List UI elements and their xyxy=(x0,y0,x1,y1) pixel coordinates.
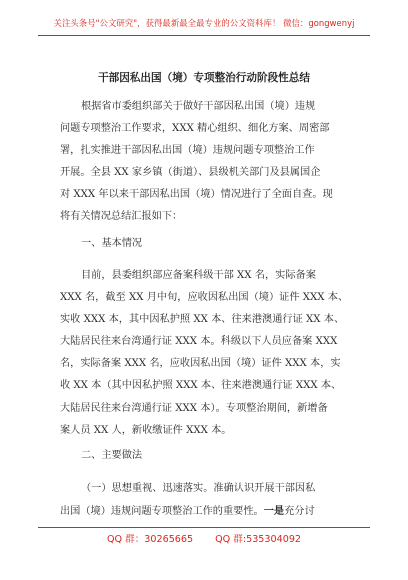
paragraph-basic-info xyxy=(60,265,352,442)
section-heading: 一、基本情况 xyxy=(81,238,143,249)
text-span: 出国（境）违规问题专项整治工作的重要性。 xyxy=(60,506,264,518)
text-line: 名，实际备案 XXX 名，应收因私出国（境）证件 XXX 本，实 xyxy=(60,358,341,370)
text-line xyxy=(60,500,352,522)
text-line: 实收 XXX 本，其中因私护照 XX 本、往来港澳通行证 XX 本、 xyxy=(60,314,345,326)
section-heading-basic xyxy=(60,233,352,255)
text-line: （一）思想重视、迅速落实。准确认识开展干部因私 xyxy=(81,483,316,494)
text-line: 对 XXX 年以来干部因私出国（境）情况进行了全面自查。现 xyxy=(60,189,333,201)
header-banner: 关注头条号"公文研究"，获得最新最全最专业的公文资料库！ 微信：gongwenyj xyxy=(53,18,355,28)
text-span: 充分讨 xyxy=(284,506,315,518)
document-body xyxy=(60,96,352,229)
footer-contact xyxy=(0,531,408,545)
text-line: 案人员 XX 人，新收缴证件 XXX 本。 xyxy=(60,424,232,436)
text-line: 署，扎实推进干部因私出国（境）违规问题专项整治工作 xyxy=(60,145,315,157)
section-heading-practices xyxy=(60,445,352,467)
footer-divider xyxy=(38,527,370,528)
text-line: 大陆居民往来台湾通行证 XXX 本）。专项整治期间，新增备 xyxy=(60,402,328,414)
section-heading: 二、主要做法 xyxy=(81,450,143,461)
text-line: 大陆居民往来台湾通行证 XXX 本。科级以下人员应备案 XXX xyxy=(60,336,338,348)
qq-group-1: QQ 群：30265665 xyxy=(106,534,194,545)
header-divider xyxy=(38,35,370,36)
emphasis-text: 一是 xyxy=(263,505,285,518)
text-line: 开展。全县 XX 家乡镇（街道）、县级机关部门及县属国企 xyxy=(60,167,321,179)
paragraph-practices xyxy=(60,478,352,522)
text-line: 收 XX 本（其中因私护照 XXX 本、往来港澳通行证 XXX 本、 xyxy=(60,380,342,392)
text-line: 将有关情况总结汇报如下： xyxy=(60,211,183,223)
text-line: 根据省市委组织部关于做好干部因私出国（境）违规 xyxy=(81,101,316,112)
text-line: XXX 名，截至 XX 月中旬，应收因私出国（境）证件 XXX 本、 xyxy=(60,292,349,304)
text-line: 问题专项整治工作要求，XXX 精心组织、细化方案、周密部 xyxy=(60,123,330,135)
paragraph-intro xyxy=(60,96,352,229)
document-title: 干部因私出国（境）专项整治行动阶段性总结 xyxy=(98,72,310,84)
qq-group-2: QQ 群:535304092 xyxy=(215,534,302,545)
text-line: 目前，县委组织部应备案科级干部 XX 名，实际备案 xyxy=(81,270,316,281)
